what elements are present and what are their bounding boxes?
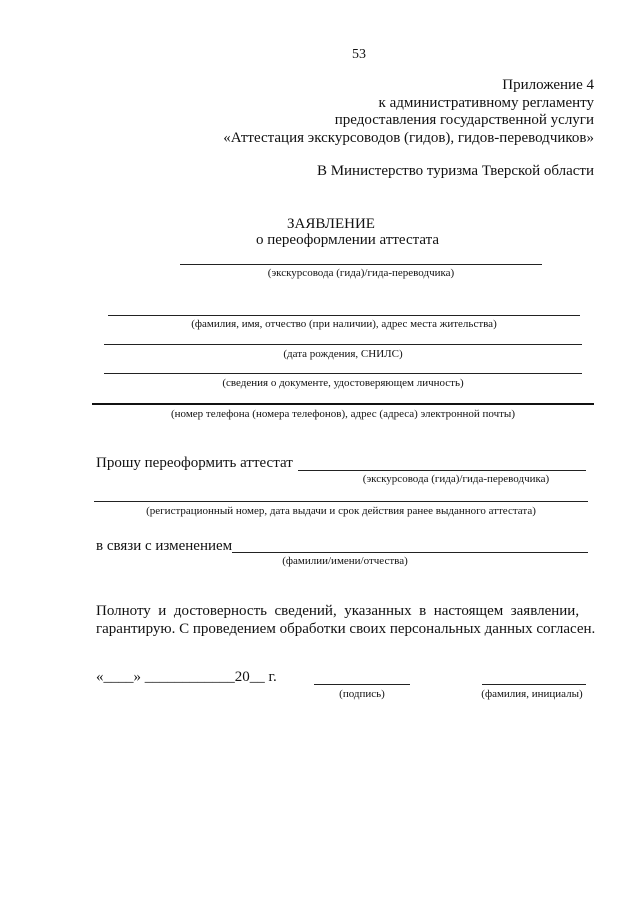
addressee: В Министерство туризма Тверской области	[316, 163, 594, 179]
id-document-caption: (сведения о документе, удостоверяющем личность)	[222, 377, 464, 389]
guarantee-line-2: гарантирую. С проведением обработки своих персональных данных согласен.	[96, 621, 596, 637]
request-text: Прошу переоформить аттестат	[96, 455, 293, 471]
guide-type-line	[180, 264, 542, 265]
request-line	[298, 470, 586, 471]
certificate-info-caption: (регистрационный номер, дата выдачи и срок действия ранее выданного аттестата)	[146, 505, 536, 517]
date-line: «____» ____________20__ г.	[96, 669, 277, 685]
signature-caption: (подпись)	[339, 688, 385, 700]
fio-address-line	[108, 315, 580, 316]
reason-text: в связи с изменением	[96, 538, 233, 554]
appendix-line-4: «Аттестация экскурсоводов (гидов), гидов-переводчиков»	[223, 130, 594, 146]
birth-snils-caption: (дата рождения, СНИЛС)	[283, 348, 403, 360]
appendix-line-3: предоставления государственной услуги	[334, 112, 594, 128]
appendix-line-1: Приложение 4	[502, 77, 594, 93]
appendix-line-2: к административному регламенту	[378, 95, 594, 111]
page-number: 53	[352, 47, 366, 62]
document-subtitle: о переоформлении аттестата	[256, 232, 440, 248]
reason-line	[232, 552, 588, 553]
guide-type-caption-2: (экскурсовода (гида)/гида-переводчика)	[362, 473, 550, 485]
name-initials-line	[482, 684, 586, 685]
id-document-line	[104, 373, 582, 374]
fio-address-caption: (фамилия, имя, отчество (при наличии), адрес места жительства)	[191, 318, 497, 330]
guide-type-caption: (экскурсовода (гида)/гида-переводчика)	[267, 267, 455, 279]
name-initials-caption: (фамилия, инициалы)	[481, 688, 583, 700]
document-title: ЗАЯВЛЕНИЕ	[287, 216, 375, 232]
guarantee-line-1: Полноту и достоверность сведений, указанных в настоящем заявлении,	[96, 603, 580, 619]
certificate-info-line	[94, 501, 588, 502]
signature-line	[314, 684, 410, 685]
birth-snils-line	[104, 344, 582, 345]
contacts-caption: (номер телефона (номера телефонов), адрес (адреса) электронной почты)	[171, 408, 515, 420]
name-change-caption: (фамилии/имени/отчества)	[282, 555, 408, 567]
contacts-line	[92, 403, 594, 405]
